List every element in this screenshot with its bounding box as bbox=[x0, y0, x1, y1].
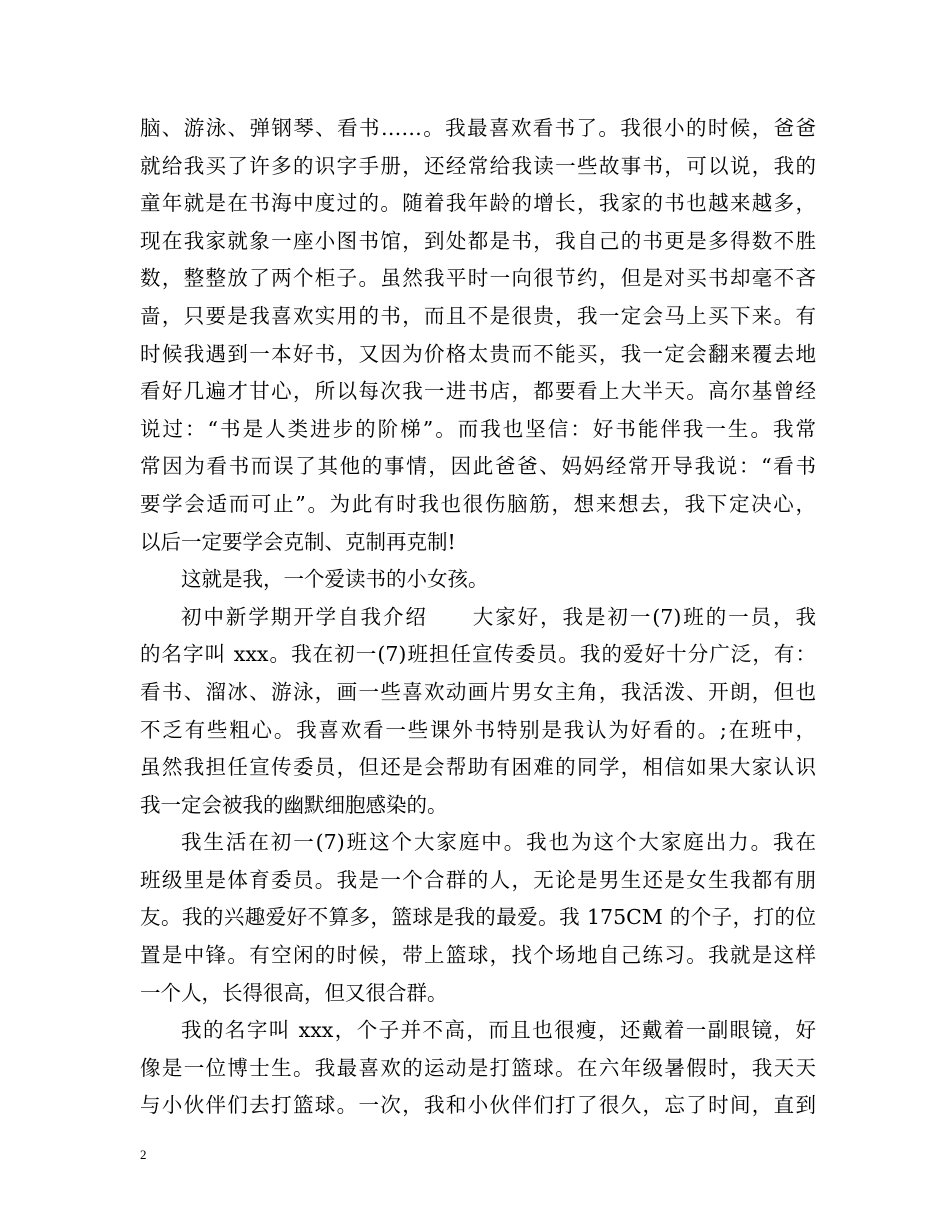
text-line: 要学会适而可止”。为此有时我也很伤脑筋，想来想去，我下定决心， bbox=[140, 491, 816, 516]
text-line: 友。我的兴趣爱好不算多，篮球是我的最爱。我 175CM 的个子，打的位 bbox=[140, 905, 816, 930]
text-line: 一个人，长得很高，但又很合群。 bbox=[140, 980, 448, 1005]
text-line: 初中新学期开学自我介绍 大家好，我是初一(7)班的一员，我 bbox=[181, 604, 816, 629]
text-line: 的名字叫 xxx。我在初一(7)班担任宣传委员。我的爱好十分广泛，有： bbox=[140, 642, 816, 667]
text-line: 常因为看书而误了其他的事情，因此爸爸、妈妈经常开导我说：“看书 bbox=[140, 454, 816, 479]
text-line: 说过：“书是人类进步的阶梯”。而我也坚信：好书能伴我一生。我常 bbox=[140, 416, 816, 441]
text-line: 看书、溜冰、游泳，画一些喜欢动画片男女主角，我活泼、开朗，但也 bbox=[140, 679, 816, 704]
text-line: 脑、游泳、弹钢琴、看书……。我最喜欢看书了。我很小的时候，爸爸 bbox=[140, 116, 816, 140]
text-line: 置是中锋。有空闲的时候，带上篮球，找个场地自己练习。我就是这样 bbox=[140, 943, 816, 968]
text-line: 与小伙伴们去打篮球。一次，我和小伙伴们打了很久，忘了时间，直到 bbox=[140, 1093, 816, 1118]
text-line: 我的名字叫 xxx，个子并不高，而且也很瘦，还戴着一副眼镜，好 bbox=[181, 1018, 816, 1043]
text-line: 看好几遍才甘心，所以每次我一进书店，都要看上大半天。高尔基曾经 bbox=[140, 379, 816, 404]
text-line: 这就是我，一个爱读书的小女孩。 bbox=[181, 567, 489, 592]
text-line: 啬，只要是我喜欢实用的书，而且不是很贵，我一定会马上买下来。有 bbox=[140, 303, 816, 328]
text-line: 时候我遇到一本好书，又因为价格太贵而不能买，我一定会翻来覆去地 bbox=[140, 341, 816, 366]
text-line: 不乏有些粗心。我喜欢看一些课外书特别是我认为好看的。;在班中， bbox=[140, 717, 816, 742]
text-line: 现在我家就象一座小图书馆，到处都是书，我自己的书更是多得数不胜 bbox=[140, 228, 816, 253]
text-line: 就给我买了许多的识字手册，还经常给我读一些故事书，可以说，我的 bbox=[140, 153, 816, 178]
text-line: 我一定会被我的幽默细胞感染的。 bbox=[140, 792, 448, 817]
text-line: 我生活在初一(7)班这个大家庭中。我也为这个大家庭出力。我在 bbox=[181, 830, 816, 855]
text-line: 班级里是体育委员。我是一个合群的人，无论是男生还是女生我都有朋 bbox=[140, 867, 816, 892]
body-text bbox=[140, 110, 816, 1125]
text-line: 虽然我担任宣传委员，但还是会帮助有困难的同学，相信如果大家认识 bbox=[140, 755, 816, 780]
text-line: 数，整整放了两个柜子。虽然我平时一向很节约，但是对买书却毫不吝 bbox=[140, 266, 816, 291]
text-line: 童年就是在书海中度过的。随着我年龄的增长，我家的书也越来越多， bbox=[140, 191, 816, 216]
text-line: 以后一定要学会克制、克制再克制! bbox=[140, 529, 456, 554]
text-line: 像是一位博士生。我最喜欢的运动是打篮球。在六年级暑假时，我天天 bbox=[140, 1055, 816, 1080]
page-number: 2 bbox=[140, 1147, 147, 1162]
